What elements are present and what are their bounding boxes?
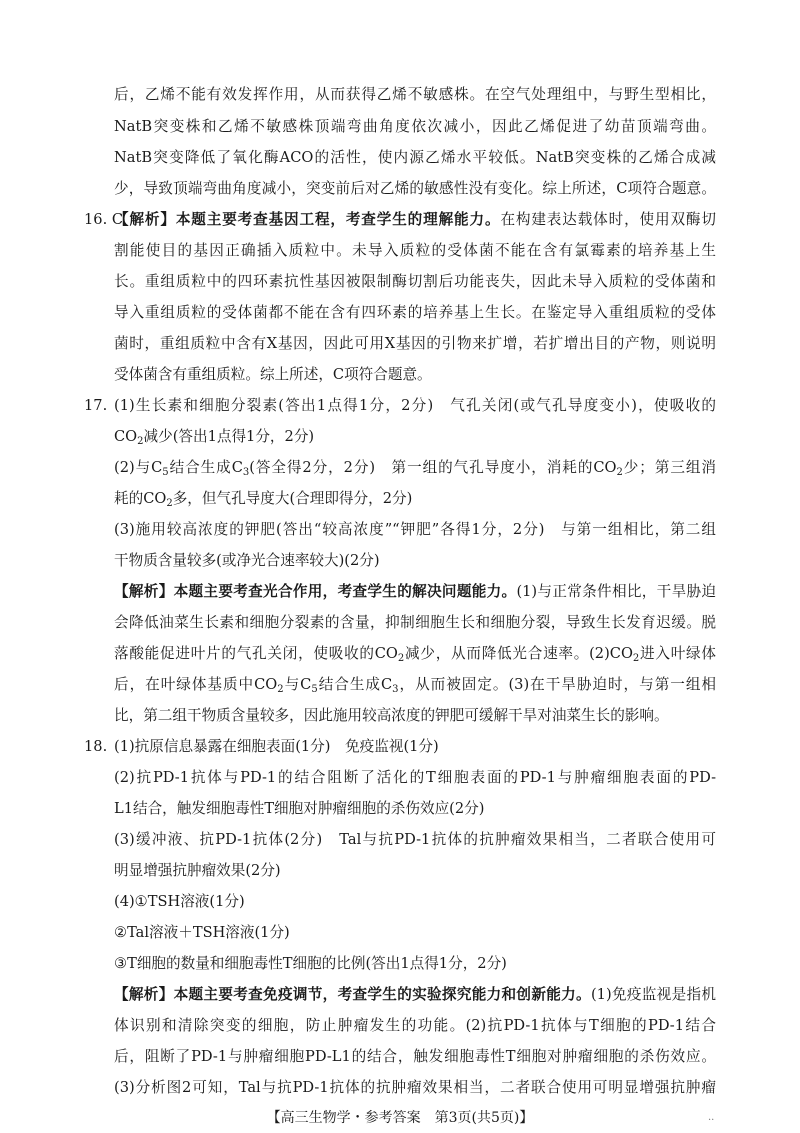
q17-answer-3-cont: 干物质含量较多(或净光合速率较大)(2分) bbox=[114, 552, 380, 569]
q17-explanation-rest: (1)与正常条件相比，干旱胁迫 bbox=[516, 583, 716, 600]
q18-answer-3: (3)缓冲液、抗PD-1抗体(2分) Tal与抗PD-1抗体的抗肿瘤效果相当，二者联合使用可 bbox=[114, 831, 716, 848]
q17-answer-3: (3)施用较高浓度的钾肥(答出“较高浓度”“钾肥”各得1分，2分) 与第一组相比，第二组 bbox=[114, 521, 716, 538]
q17-answer-1: (1)生长素和细胞分裂素(答出1点得1分，2分) 气孔关闭(或气孔导度变小)，使吸收的 bbox=[114, 397, 716, 414]
q17-explanation-4 bbox=[114, 675, 716, 697]
subscript: 2 bbox=[616, 467, 623, 478]
q17-answer-2-part: (答全得2分，2分) 第一组的气孔导度小，消耗的CO bbox=[249, 459, 617, 476]
q17-answer-1-cont bbox=[114, 427, 716, 449]
subscript: 3 bbox=[392, 684, 399, 695]
q16-line-1 bbox=[114, 210, 716, 232]
q18-summary: 本题主要考查免疫调节，考查学生的实验探究能力和创新能力。 bbox=[173, 986, 591, 1003]
q17-summary: 本题主要考查光合作用，考查学生的解决问题能力。 bbox=[173, 583, 517, 600]
co2-text: CO bbox=[114, 428, 138, 445]
q16-tag: 【解析】 bbox=[114, 211, 176, 228]
q18-number: 18. bbox=[84, 738, 108, 755]
q17-number: 17. bbox=[84, 397, 108, 414]
q17-answer-2-part: 结合生成C bbox=[168, 459, 243, 476]
q18-explanation-1 bbox=[114, 985, 716, 1007]
subscript: 2 bbox=[137, 436, 144, 447]
q17-explanation-part: 与C bbox=[283, 676, 312, 693]
q17-answer-2-cont bbox=[114, 489, 716, 511]
q17-answer-2-part: (2)与C bbox=[114, 459, 163, 476]
q17-explanation-part: 落酸能促进叶片的气孔关闭，使吸收的CO bbox=[114, 645, 398, 662]
q16-line-3: 长。重组质粒中的四环素抗性基因被限制酶切割后功能丧失，因此未导入质粒的受体菌和 bbox=[114, 273, 716, 290]
q18-explanation-4: (3)分析图2可知，Tal与抗PD-1抗体的抗肿瘤效果相当，二者联合使用可明显增强抗肿瘤 bbox=[114, 1079, 716, 1096]
q17-explanation-part: 后，在叶绿体基质中CO bbox=[114, 676, 278, 693]
q17-answer-2-part: 少；第三组消 bbox=[622, 459, 716, 476]
q17-explanation-part: 结合生成C bbox=[317, 676, 393, 693]
page-footer: 【高三生物学・参考答案 第3页(共5页)】 bbox=[266, 1110, 534, 1126]
subscript: 2 bbox=[277, 684, 284, 695]
q17-explanation-3 bbox=[114, 644, 716, 666]
q17-tag: 【解析】 bbox=[114, 583, 174, 600]
q17-answer-2-part: 多，但气孔导度大(合理即得分，2分) bbox=[172, 490, 413, 507]
subscript: 5 bbox=[311, 684, 318, 695]
q18-tag: 【解析】 bbox=[114, 986, 174, 1003]
q17-explanation-part: 进入叶绿体 bbox=[639, 645, 716, 662]
q17-explanation-1 bbox=[114, 582, 716, 604]
q18-answer-4a: (4)①TSH溶液(1分) bbox=[114, 893, 245, 910]
q18-answer-4b: ②Tal溶液＋TSH溶液(1分) bbox=[114, 924, 290, 941]
q18-explanation-rest: (1)免疫监视是指机 bbox=[590, 986, 716, 1003]
q16-line-1-rest: 在构建表达载体时，使用双酶切 bbox=[500, 211, 716, 228]
q18-answer-3-cont: 明显增强抗肿瘤效果(2分) bbox=[114, 862, 281, 879]
subscript: 2 bbox=[166, 498, 173, 509]
q18-explanation-2: 体识别和清除突变的细胞，防止肿瘤发生的功能。(2)抗PD-1抗体与T细胞的PD-1结合 bbox=[114, 1017, 716, 1034]
subscript: 2 bbox=[632, 653, 640, 664]
q17-explanation-part: 减少，从而降低光合速率。(2)CO bbox=[404, 645, 633, 662]
q18-answer-2: (2)抗PD-1抗体与PD-1的结合阻断了活化的T细胞表面的PD-1与肿瘤细胞表面的PD- bbox=[114, 769, 716, 786]
subscript: 3 bbox=[242, 467, 250, 478]
continuation-line-4: 少，导致顶端弯曲角度减小，突变前后对乙烯的敏感性没有变化。综上所述，C项符合题意。 bbox=[114, 180, 716, 197]
q17-answer-2 bbox=[114, 458, 716, 480]
subscript: 2 bbox=[397, 653, 405, 664]
q16-line-4: 导入重组质粒的受体菌都不能在含有四环素的培养基上生长。在鉴定导入重组质粒的受体 bbox=[114, 304, 716, 321]
q16-line-2: 割能使目的基因正确插入质粒中。未导入质粒的受体菌不能在含有氯霉素的培养基上生 bbox=[114, 242, 716, 259]
scan-marks: .. bbox=[708, 1112, 715, 1123]
q17-explanation-5: 比，第二组干物质含量较多，因此施用较高浓度的钾肥可缓解干旱对油菜生长的影响。 bbox=[114, 707, 669, 724]
q16-line-5: 菌时，重组质粒中含有X基因，因此可用X基因的引物来扩增，若扩增出目的产物，则说明 bbox=[114, 335, 716, 352]
q16-line-6: 受体菌含有重组质粒。综上所述，C项符合题意。 bbox=[114, 366, 432, 383]
continuation-line-3: NatB突变降低了氧化酶ACO的活性，使内源乙烯水平较低。NatB突变株的乙烯合成减 bbox=[114, 149, 716, 166]
q17-explanation-part: ，从而被固定。(3)在干旱胁迫时，与第一组相 bbox=[398, 676, 716, 693]
q16-summary: 本题主要考查基因工程，考查学生的理解能力。 bbox=[175, 211, 501, 228]
q17-answer-1-rest: 减少(答出1点得1分，2分) bbox=[143, 428, 315, 445]
q17-answer-2-part: 耗的CO bbox=[114, 490, 167, 507]
q17-explanation-2: 会降低油菜生长素和细胞分裂素的含量，抑制细胞生长和细胞分裂，导致生长发育迟缓。脱 bbox=[114, 614, 716, 631]
q18-explanation-3: 后，阻断了PD-1与肿瘤细胞PD-L1的结合，触发细胞毒性T细胞对肿瘤细胞的杀伤效应。 bbox=[114, 1048, 716, 1065]
q16-number: 16. C bbox=[84, 211, 124, 228]
continuation-line-2: NatB突变株和乙烯不敏感株顶端弯曲角度依次减小，因此乙烯促进了幼苗顶端弯曲。 bbox=[114, 118, 716, 135]
subscript: 5 bbox=[162, 467, 169, 478]
q18-answer-2-cont: L1结合，触发细胞毒性T细胞对肿瘤细胞的杀伤效应(2分) bbox=[114, 800, 485, 817]
q18-answer-4c: ③T细胞的数量和细胞毒性T细胞的比例(答出1点得1分，2分) bbox=[114, 955, 507, 972]
continuation-line-1: 后，乙烯不能有效发挥作用，从而获得乙烯不敏感株。在空气处理组中，与野生型相比， bbox=[114, 86, 716, 103]
q18-answer-1: (1)抗原信息暴露在细胞表面(1分) 免疫监视(1分) bbox=[114, 738, 439, 755]
